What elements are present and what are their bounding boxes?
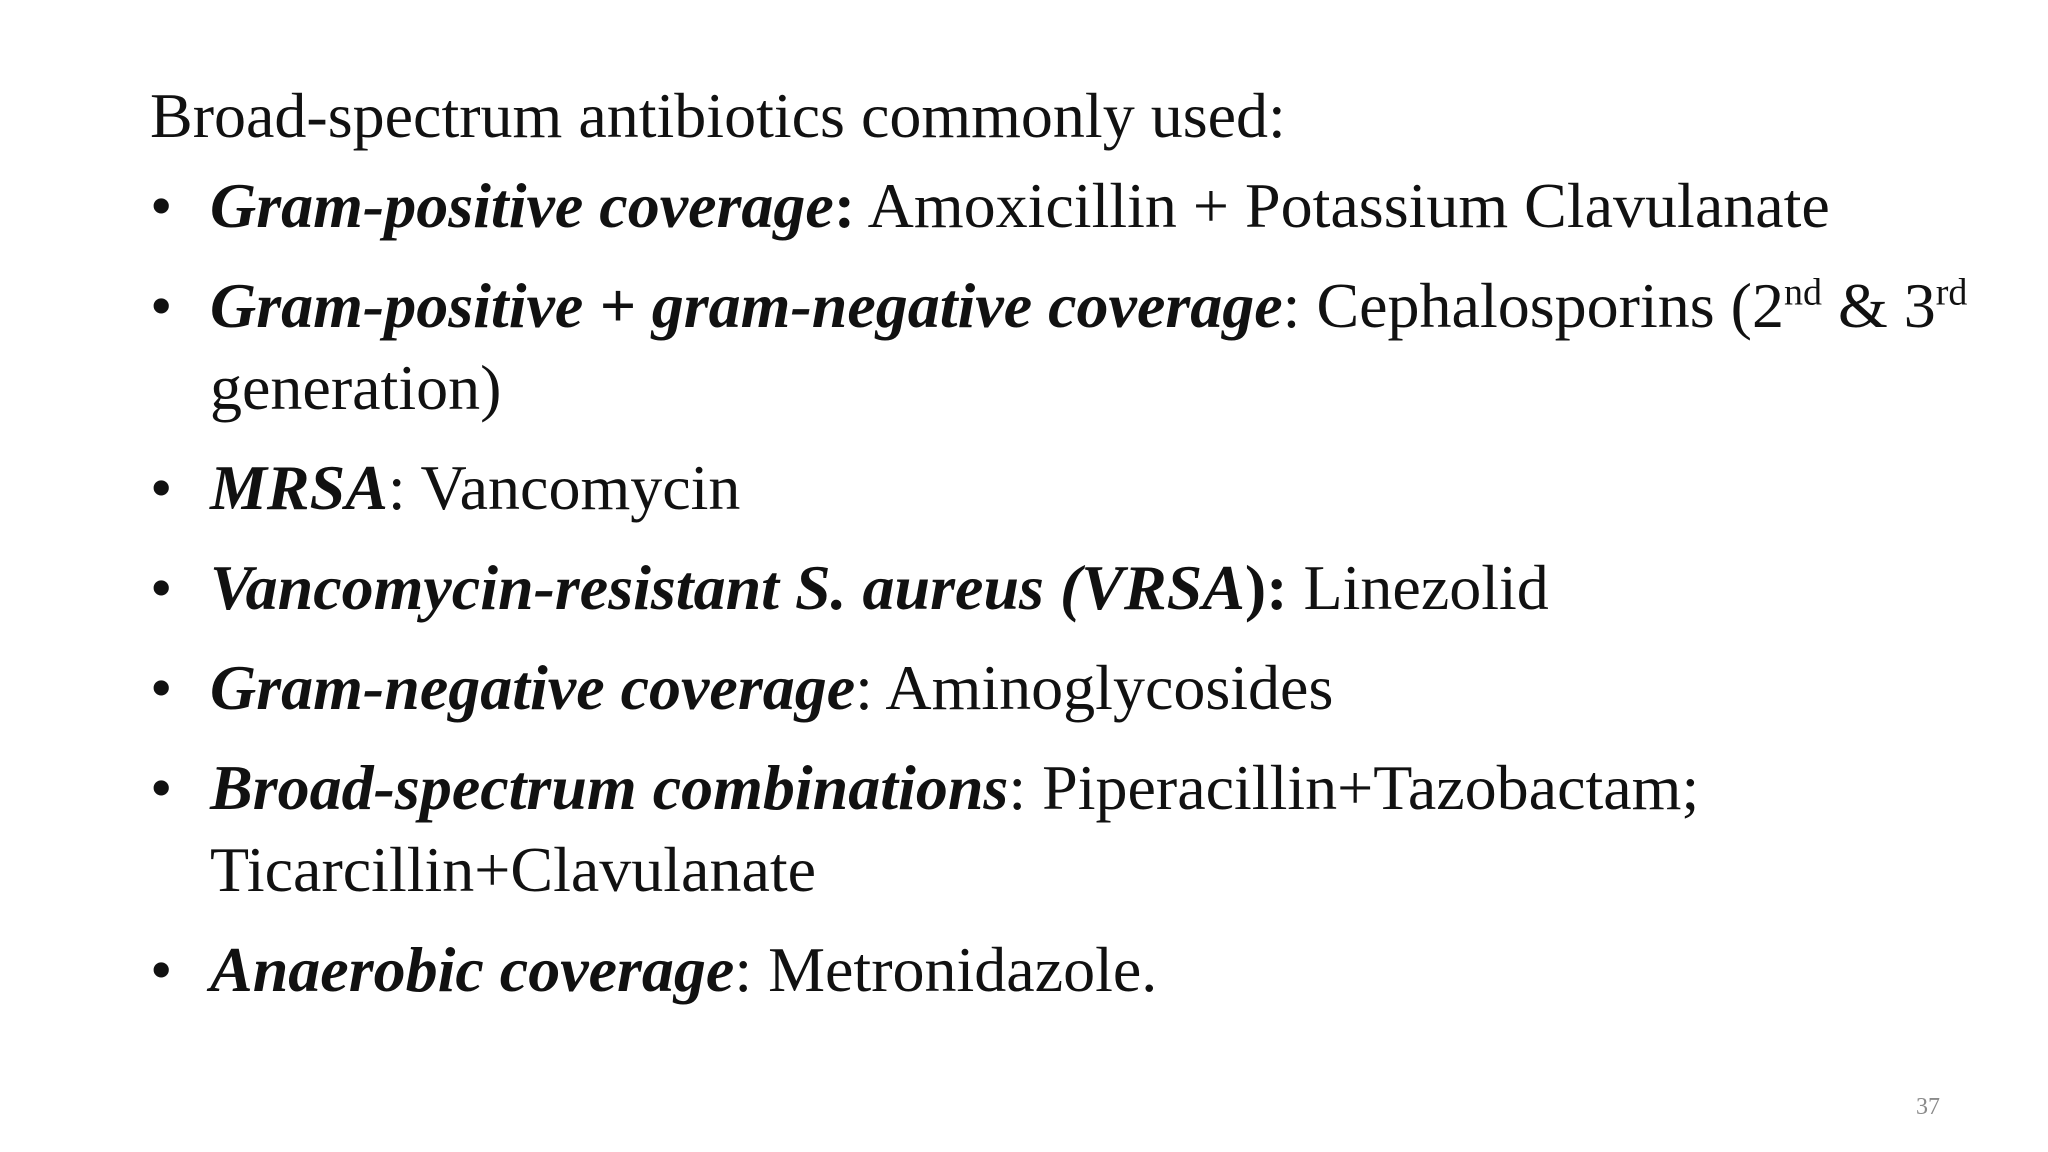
bullet-icon: • bbox=[150, 652, 173, 723]
item-text: Cephalosporins (2 bbox=[1300, 270, 1784, 341]
item-term: Vancomycin-resistant S. aureus (VRSA bbox=[210, 552, 1245, 623]
item-separator: ): bbox=[1244, 552, 1288, 623]
item-separator: : bbox=[734, 934, 753, 1005]
item-text: Vancomycin bbox=[405, 452, 741, 523]
item-text: Piperacillin+Tazobactam; Ticarcillin+Clavulanate bbox=[210, 752, 1700, 905]
list-item-mrsa bbox=[150, 447, 1970, 529]
item-term: MRSA bbox=[210, 452, 388, 523]
bullet-icon: • bbox=[150, 170, 173, 241]
item-term: Broad-spectrum combinations bbox=[210, 752, 1009, 823]
list-item-broad-spectrum bbox=[150, 747, 1970, 911]
item-term: Gram-positive + gram-negative coverage bbox=[210, 270, 1283, 341]
page-number: 37 bbox=[1916, 1094, 1940, 1120]
item-term: Gram-positive coverage bbox=[210, 170, 834, 241]
list-item-vrsa bbox=[150, 547, 1970, 629]
item-text: Aminoglycosides bbox=[872, 652, 1334, 723]
bullet-icon: • bbox=[150, 752, 173, 823]
slide-heading: Broad-spectrum antibiotics commonly used: bbox=[150, 80, 1286, 151]
item-separator: : bbox=[855, 652, 873, 723]
bullet-icon: • bbox=[150, 552, 173, 623]
bullet-icon: • bbox=[150, 452, 173, 523]
item-separator: : bbox=[387, 452, 406, 523]
item-text: & 3 bbox=[1821, 270, 1936, 341]
item-term: Gram-negative coverage bbox=[210, 652, 856, 723]
antibiotics-list bbox=[150, 165, 1970, 1029]
bullet-icon: • bbox=[150, 934, 173, 1005]
item-separator: : bbox=[1282, 270, 1301, 341]
bullet-icon: • bbox=[150, 270, 173, 341]
item-text: Metronidazole. bbox=[752, 934, 1158, 1005]
item-superscript: rd bbox=[1935, 271, 1968, 314]
list-item-gram-negative bbox=[150, 647, 1970, 729]
list-item-anaerobic bbox=[150, 929, 1970, 1011]
item-text: Amoxicillin + Potassium Clavulanate bbox=[855, 170, 1830, 241]
item-text: Linezolid bbox=[1287, 552, 1549, 623]
item-separator: : bbox=[833, 170, 856, 241]
item-separator: : bbox=[1008, 752, 1027, 823]
item-text: generation) bbox=[210, 352, 502, 423]
list-item-gram-positive-negative bbox=[150, 265, 1970, 429]
item-term: Anaerobic coverage bbox=[210, 934, 735, 1005]
item-superscript: nd bbox=[1783, 271, 1822, 314]
list-item-gram-positive bbox=[150, 165, 1970, 247]
